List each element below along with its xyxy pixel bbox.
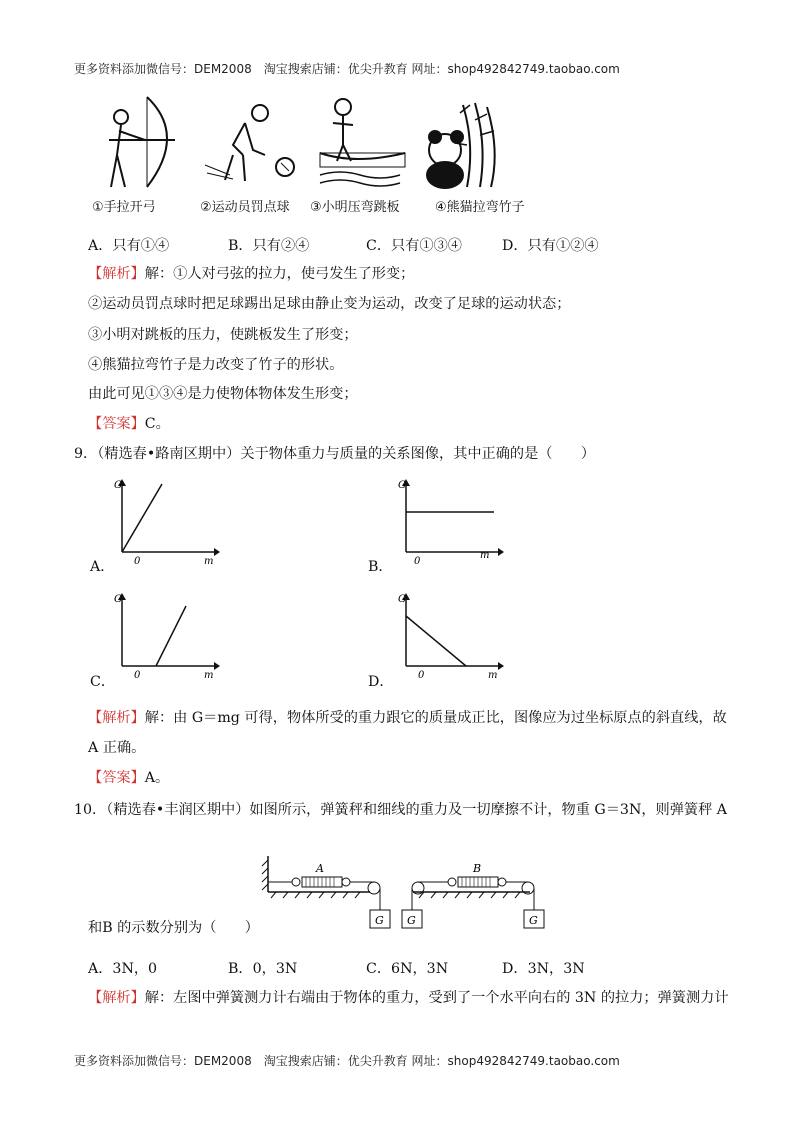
answer-tag: 【答案】	[88, 770, 145, 786]
q10-option-a: A．3N，0	[88, 961, 158, 977]
diving-board-figure	[320, 99, 405, 186]
svg-text:m: m	[204, 556, 214, 566]
q10-option-d: D．3N，3N	[502, 961, 585, 977]
caption-4: ④熊猫拉弯竹子	[435, 200, 525, 215]
svg-text:G: G	[529, 914, 538, 927]
svg-text:B: B	[473, 862, 482, 875]
soccer-player-figure	[205, 105, 294, 181]
answer-tag: 【答案】	[88, 416, 145, 432]
svg-text:G: G	[398, 594, 406, 605]
analysis-tag: 【解析】	[88, 710, 145, 726]
q8-option-d: D．只有①②④	[502, 238, 599, 254]
q9-option-a: A．	[90, 559, 115, 575]
svg-text:G: G	[114, 594, 122, 605]
panda-bamboo-figure	[427, 103, 495, 188]
svg-text:0: 0	[418, 670, 425, 680]
q8-analysis-5: 由此可见①③④是力使物体物体发生形变；	[88, 386, 358, 402]
q9-stem: 9．（精选春•路南区期中）关于物体重力与质量的关系图像，其中正确的是（ ）	[74, 446, 596, 462]
q9-option-d: D．	[368, 674, 394, 690]
caption-3: ③小明压弯跳板	[310, 200, 400, 215]
svg-text:G: G	[375, 914, 384, 927]
q10-analysis-1: 【解析】解：左图中弹簧测力计右端由于物体的重力，受到了一个水平向右的 3N 的拉力；弹簧测力计	[88, 990, 729, 1006]
svg-text:0: 0	[134, 670, 141, 680]
graph-b	[394, 476, 504, 566]
q8-option-b: B．只有②④	[228, 238, 310, 254]
spring-scale-diagram	[258, 852, 548, 934]
caption-2: ②运动员罚点球	[200, 200, 290, 215]
svg-text:G: G	[114, 480, 122, 491]
svg-text:A: A	[316, 862, 324, 875]
q8-analysis-1: 【解析】解：①人对弓弦的拉力，使弓发生了形变；	[88, 266, 415, 282]
q9-option-c: C．	[90, 674, 116, 690]
q9-analysis-2: A 正确。	[88, 740, 146, 756]
caption-1: ①手拉开弓	[92, 200, 156, 215]
q8-option-c: C．只有①③④	[366, 238, 462, 254]
analysis-tag: 【解析】	[88, 266, 145, 282]
svg-text:G: G	[398, 480, 406, 491]
analysis-tag: 【解析】	[88, 990, 145, 1006]
archer-figure	[109, 97, 175, 187]
q8-analysis-2: ②运动员罚点球时把足球踢出足球由静止变为运动，改变了足球的运动状态；	[88, 296, 571, 312]
q8-illustration	[95, 95, 565, 195]
svg-text:0: 0	[414, 556, 421, 566]
graph-a	[110, 476, 220, 566]
q10-stem-2: 和B 的示数分别为（ ）	[88, 920, 259, 936]
graph-d	[394, 590, 504, 680]
svg-text:0: 0	[134, 556, 141, 566]
q9-option-b: B．	[368, 559, 393, 575]
page-header: 更多资料添加微信号：DEM2008 淘宝搜索店铺：优尖升教育 网址：shop492842749.taobao.com	[74, 62, 620, 76]
q10-stem: 10．（精选春•丰润区期中）如图所示，弹簧秤和细线的重力及一切摩擦不计，物重 G＝3N，则弹簧秤 A	[74, 802, 728, 818]
q10-option-c: C．6N，3N	[366, 961, 449, 977]
graph-c	[110, 590, 220, 680]
q8-option-a: A．只有①④	[88, 238, 170, 254]
q9-analysis-1: 【解析】解：由 G＝mg 可得，物体所受的重力跟它的质量成正比，图像应为过坐标原点的斜直线，故	[88, 710, 727, 726]
page-footer: 更多资料添加微信号：DEM2008 淘宝搜索店铺：优尖升教育 网址：shop492842749.taobao.com	[74, 1054, 620, 1068]
svg-text:G: G	[407, 914, 416, 927]
q10-option-b: B．0，3N	[228, 961, 298, 977]
svg-text:m: m	[204, 670, 214, 680]
svg-text:m: m	[480, 550, 490, 561]
q8-answer: 【答案】C。	[88, 416, 170, 432]
svg-text:m: m	[488, 670, 498, 680]
q9-answer: 【答案】A。	[88, 770, 170, 786]
q8-analysis-3: ③小明对跳板的压力，使跳板发生了形变；	[88, 327, 358, 343]
q8-analysis-4: ④熊猫拉弯竹子是力改变了竹子的形状。	[88, 357, 344, 373]
